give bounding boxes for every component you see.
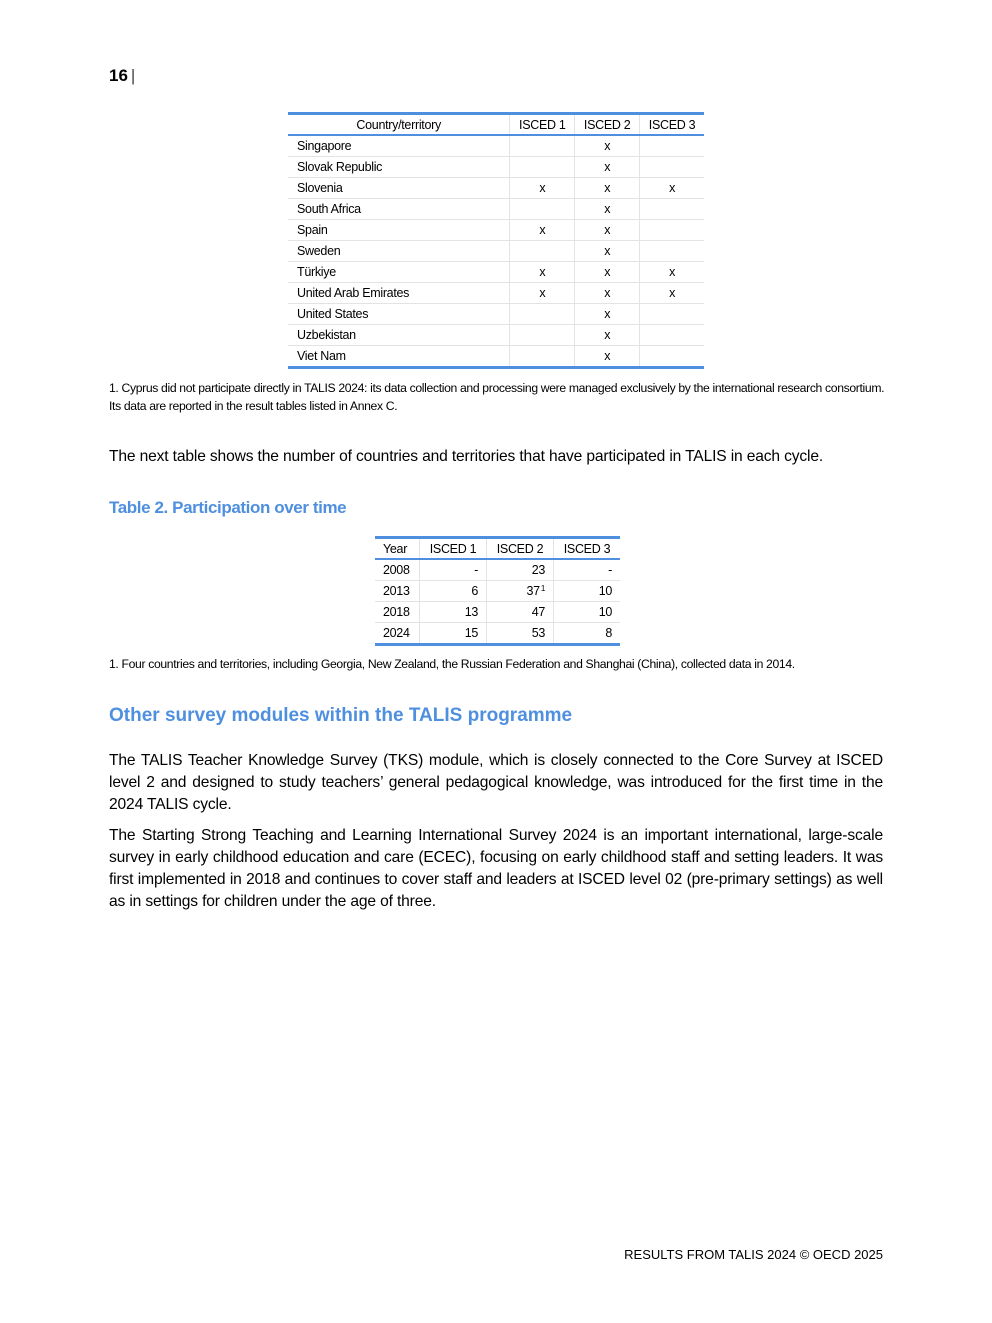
- cell-country: Viet Nam: [288, 346, 510, 368]
- section-heading: Other survey modules within the TALIS programme: [109, 705, 573, 726]
- header-isced2: ISCED 2: [487, 538, 554, 560]
- intro-paragraph: The next table shows the number of countries and territories that have participated in TALIS in each cycle.: [109, 448, 824, 465]
- table-row: [375, 623, 620, 645]
- header-isced1: ISCED 1: [420, 538, 487, 560]
- cell-isced2: x: [575, 178, 640, 199]
- cell-isced1: x: [510, 178, 575, 199]
- cell-country: Singapore: [288, 135, 510, 157]
- cell-isced2: 47: [487, 602, 554, 623]
- cell-isced3: x: [640, 262, 704, 283]
- page-number: [109, 66, 135, 86]
- cell-isced3: 8: [554, 623, 621, 645]
- header-isced1: ISCED 1: [510, 114, 575, 136]
- cell-isced1: x: [510, 220, 575, 241]
- cell-year: 2008: [375, 559, 420, 581]
- cell-country: United States: [288, 304, 510, 325]
- cell-isced2: x: [575, 199, 640, 220]
- cell-isced1: -: [420, 559, 487, 581]
- table-header-row: [375, 538, 620, 560]
- cell-isced1: [510, 346, 575, 368]
- table-row: [288, 178, 704, 199]
- cell-isced2: x: [575, 241, 640, 262]
- table-row: [288, 346, 704, 368]
- cell-isced2: x: [575, 220, 640, 241]
- cell-isced3: [640, 346, 704, 368]
- cell-country: Slovenia: [288, 178, 510, 199]
- cell-isced3: 10: [554, 602, 621, 623]
- table1-footnote: 1. Cyprus did not participate directly in TALIS 2024: its data collection and processing were managed exclusively by the international research consortium. Its data are reported in the result tables listed in Annex C.: [109, 381, 885, 413]
- table-row: [288, 325, 704, 346]
- cell-isced2: x: [575, 157, 640, 178]
- footnote-marker: 1: [540, 584, 545, 593]
- participation-over-time-table: [375, 536, 620, 646]
- cell-isced3: [640, 241, 704, 262]
- cell-isced1: [510, 157, 575, 178]
- table-row: [375, 559, 620, 581]
- cell-isced3: [640, 304, 704, 325]
- section-paragraph-tks: The TALIS Teacher Knowledge Survey (TKS) module, which is closely connected to the Core Survey at ISCED level 2 and designed to study teachers’ general pedagogical knowledge, was introduced for the first time in the 2024 TALIS cycle.: [109, 752, 883, 813]
- cell-isced3: [640, 325, 704, 346]
- cell-isced3: [640, 199, 704, 220]
- table-row: [375, 602, 620, 623]
- section-paragraph-starting-strong: The Starting Strong Teaching and Learning International Survey 2024 is an important international, large-scale survey in early childhood education and care (ECEC), focusing on early childhood staff and setting leaders. It was first implemented in 2018 and continues to cover staff and leaders at ISCED level 02 (pre-primary settings) as well as in settings for children under the age of three.: [109, 827, 883, 910]
- cell-isced1: [510, 135, 575, 157]
- table-row: [288, 283, 704, 304]
- cell-year: 2024: [375, 623, 420, 645]
- header-year: Year: [375, 538, 420, 560]
- table2-title: Table 2. Participation over time: [109, 498, 347, 517]
- cell-isced3: 10: [554, 581, 621, 602]
- page-separator: |: [130, 66, 136, 85]
- table-row: [288, 199, 704, 220]
- cell-isced3: [640, 135, 704, 157]
- cell-isced2: x: [575, 283, 640, 304]
- page-number-value: 16: [109, 66, 128, 85]
- cell-isced2: 53: [487, 623, 554, 645]
- cell-isced2: x: [575, 346, 640, 368]
- table-row: [288, 220, 704, 241]
- cell-isced2: x: [575, 304, 640, 325]
- cell-isced3: x: [640, 178, 704, 199]
- cell-isced3: -: [554, 559, 621, 581]
- table-row: [375, 581, 620, 602]
- cell-year: 2018: [375, 602, 420, 623]
- cell-isced1: [510, 241, 575, 262]
- cell-isced1: 13: [420, 602, 487, 623]
- cell-isced2: x: [575, 325, 640, 346]
- cell-isced1: [510, 325, 575, 346]
- cell-isced2: [487, 581, 554, 602]
- table-row: [288, 262, 704, 283]
- cell-isced1: 15: [420, 623, 487, 645]
- cell-isced1: [510, 304, 575, 325]
- cell-isced2: 23: [487, 559, 554, 581]
- cell-country: Uzbekistan: [288, 325, 510, 346]
- cell-country: Spain: [288, 220, 510, 241]
- table-row: [288, 304, 704, 325]
- cell-isced1: x: [510, 262, 575, 283]
- cell-year: 2013: [375, 581, 420, 602]
- cell-isced1: x: [510, 283, 575, 304]
- table2-footnote: 1. Four countries and territories, including Georgia, New Zealand, the Russian Federation and Shanghai (China), collected data in 2014.: [109, 657, 795, 671]
- cell-isced3: [640, 220, 704, 241]
- table-row: [288, 135, 704, 157]
- table-header-row: [288, 114, 704, 136]
- cell-isced3: x: [640, 283, 704, 304]
- cell-country: Türkiye: [288, 262, 510, 283]
- cell-country: Slovak Republic: [288, 157, 510, 178]
- header-country: Country/territory: [288, 114, 510, 136]
- header-isced2: ISCED 2: [575, 114, 640, 136]
- page-footer: RESULTS FROM TALIS 2024 © OECD 2025: [624, 1247, 883, 1262]
- table-row: [288, 157, 704, 178]
- header-isced3: ISCED 3: [554, 538, 621, 560]
- cell-country: South Africa: [288, 199, 510, 220]
- country-participation-table: [288, 112, 704, 369]
- cell-isced2: x: [575, 262, 640, 283]
- cell-country: Sweden: [288, 241, 510, 262]
- cell-isced3: [640, 157, 704, 178]
- cell-isced1: [510, 199, 575, 220]
- cell-isced2: x: [575, 135, 640, 157]
- cell-country: United Arab Emirates: [288, 283, 510, 304]
- cell-isced1: 6: [420, 581, 487, 602]
- table-row: [288, 241, 704, 262]
- cell-isced2-value: 37: [526, 584, 540, 598]
- header-isced3: ISCED 3: [640, 114, 704, 136]
